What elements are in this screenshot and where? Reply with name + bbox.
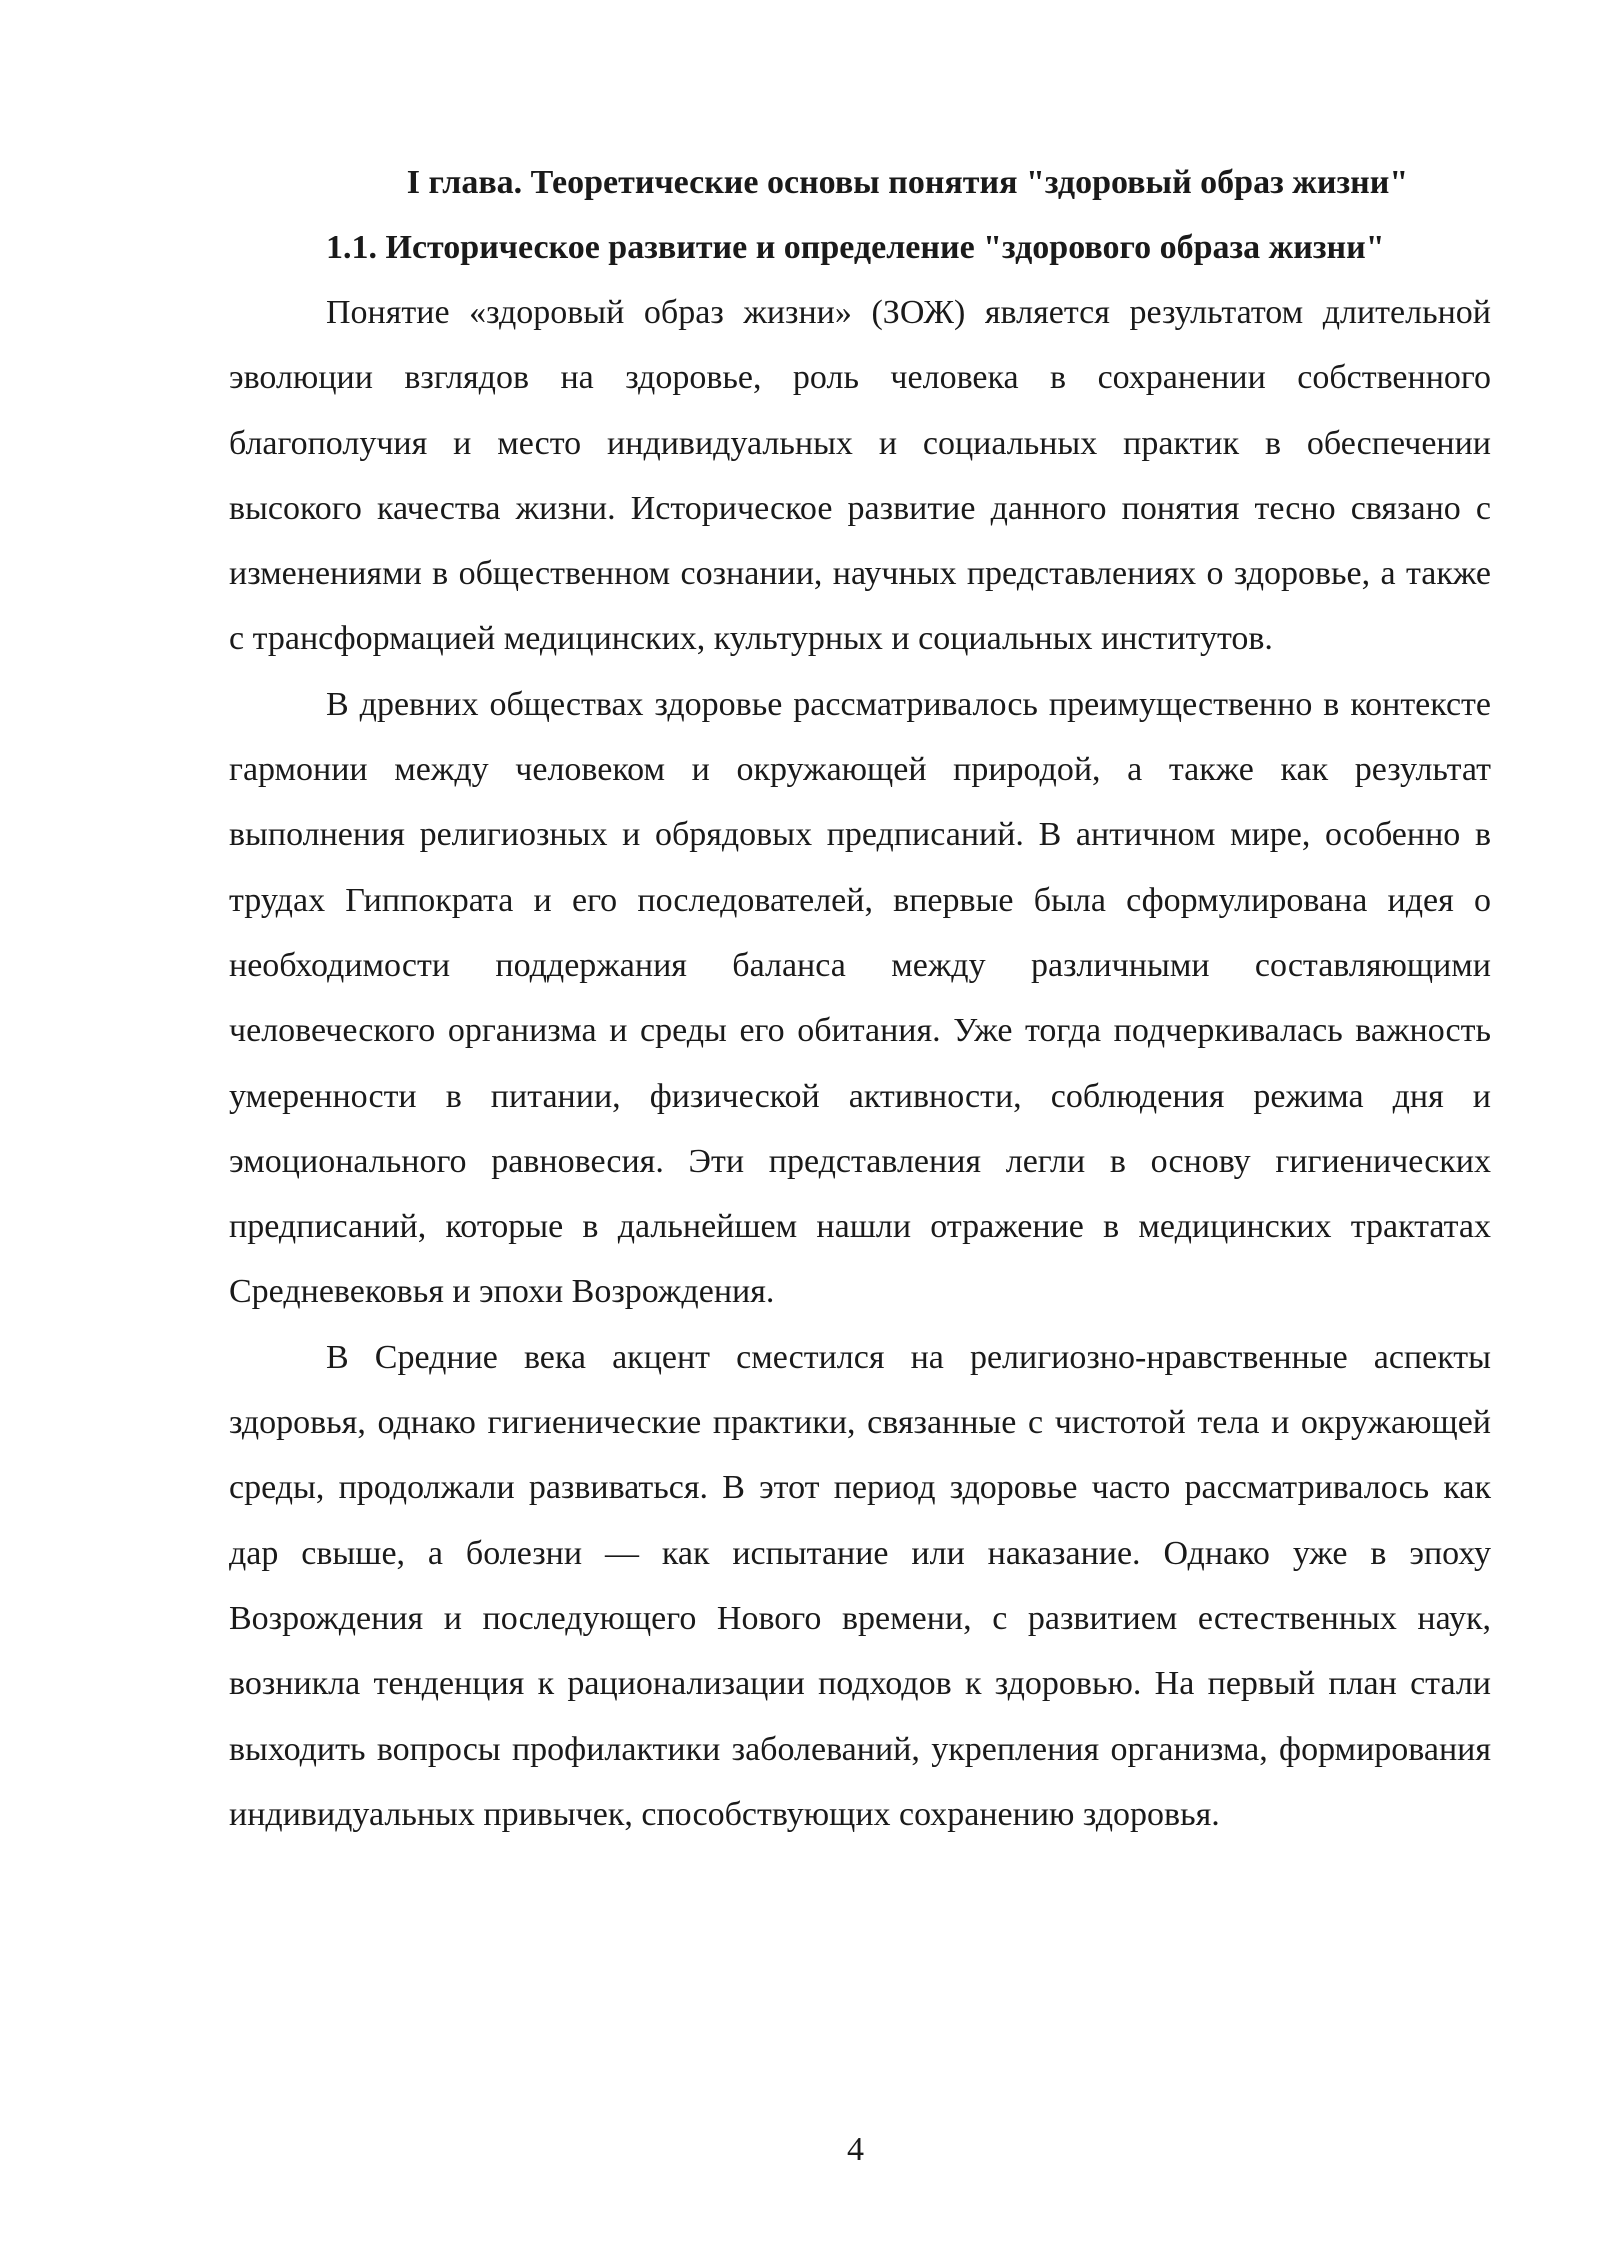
- chapter-title: I глава. Теоретические основы понятия "здоровый образ жизни": [406, 164, 1409, 201]
- paragraph-1: Понятие «здоровый образ жизни» (ЗОЖ) является результатом длительной эволюции взглядов на здоровье, роль человека в сохранении собственного благополучия и место индивидуальных и социальных практик в обеспечении высокого качества жизни. Историческое развитие данного понятия тесно связано с изменениями в общественном сознании, научных представлениях о здоровье, а также с трансформацией медицинских, культурных и социальных институтов.: [229, 294, 1491, 658]
- paragraph-2: В древних обществах здоровье рассматривалось преимущественно в контексте гармонии между человеком и окружающей природой, а также как результат выполнения религиозных и обрядовых предписаний. В античном мире, особенно в трудах Гиппократа и его последователей, впервые была сформулирована идея о необходимости поддержания баланса между различными составляющими человеческого организма и среды его обитания. Уже тогда подчеркивалась важность умеренности в питании, физической активности, соблюдения режима дня и эмоционального равновесия. Эти представления легли в основу гигиенических предписаний, которые в дальнейшем нашли отражение в медицинских трактатах Средневековья и эпохи Возрождения.: [229, 685, 1491, 1311]
- section-title: 1.1. Историческое развитие и определение "здорового образа жизни": [326, 229, 1385, 266]
- paragraph-3: В Средние века акцент сместился на религиозно-нравственные аспекты здоровья, однако гигиенические практики, связанные с чистотой тела и окружающей среды, продолжали развиваться. В этот период здоровье часто рассматривалось как дар свыше, а болезни — как испытание или наказание. Однако уже в эпоху Возрождения и последующего Нового времени, с развитием естественных наук, возникла тенденция к рационализации подходов к здоровью. На первый план стали выходить вопросы профилактики заболеваний, укрепления организма, формирования индивидуальных привычек, способствующих сохранению здоровья.: [229, 1338, 1491, 1833]
- page-content: [229, 150, 1491, 1847]
- page-number: 4: [847, 2131, 864, 2168]
